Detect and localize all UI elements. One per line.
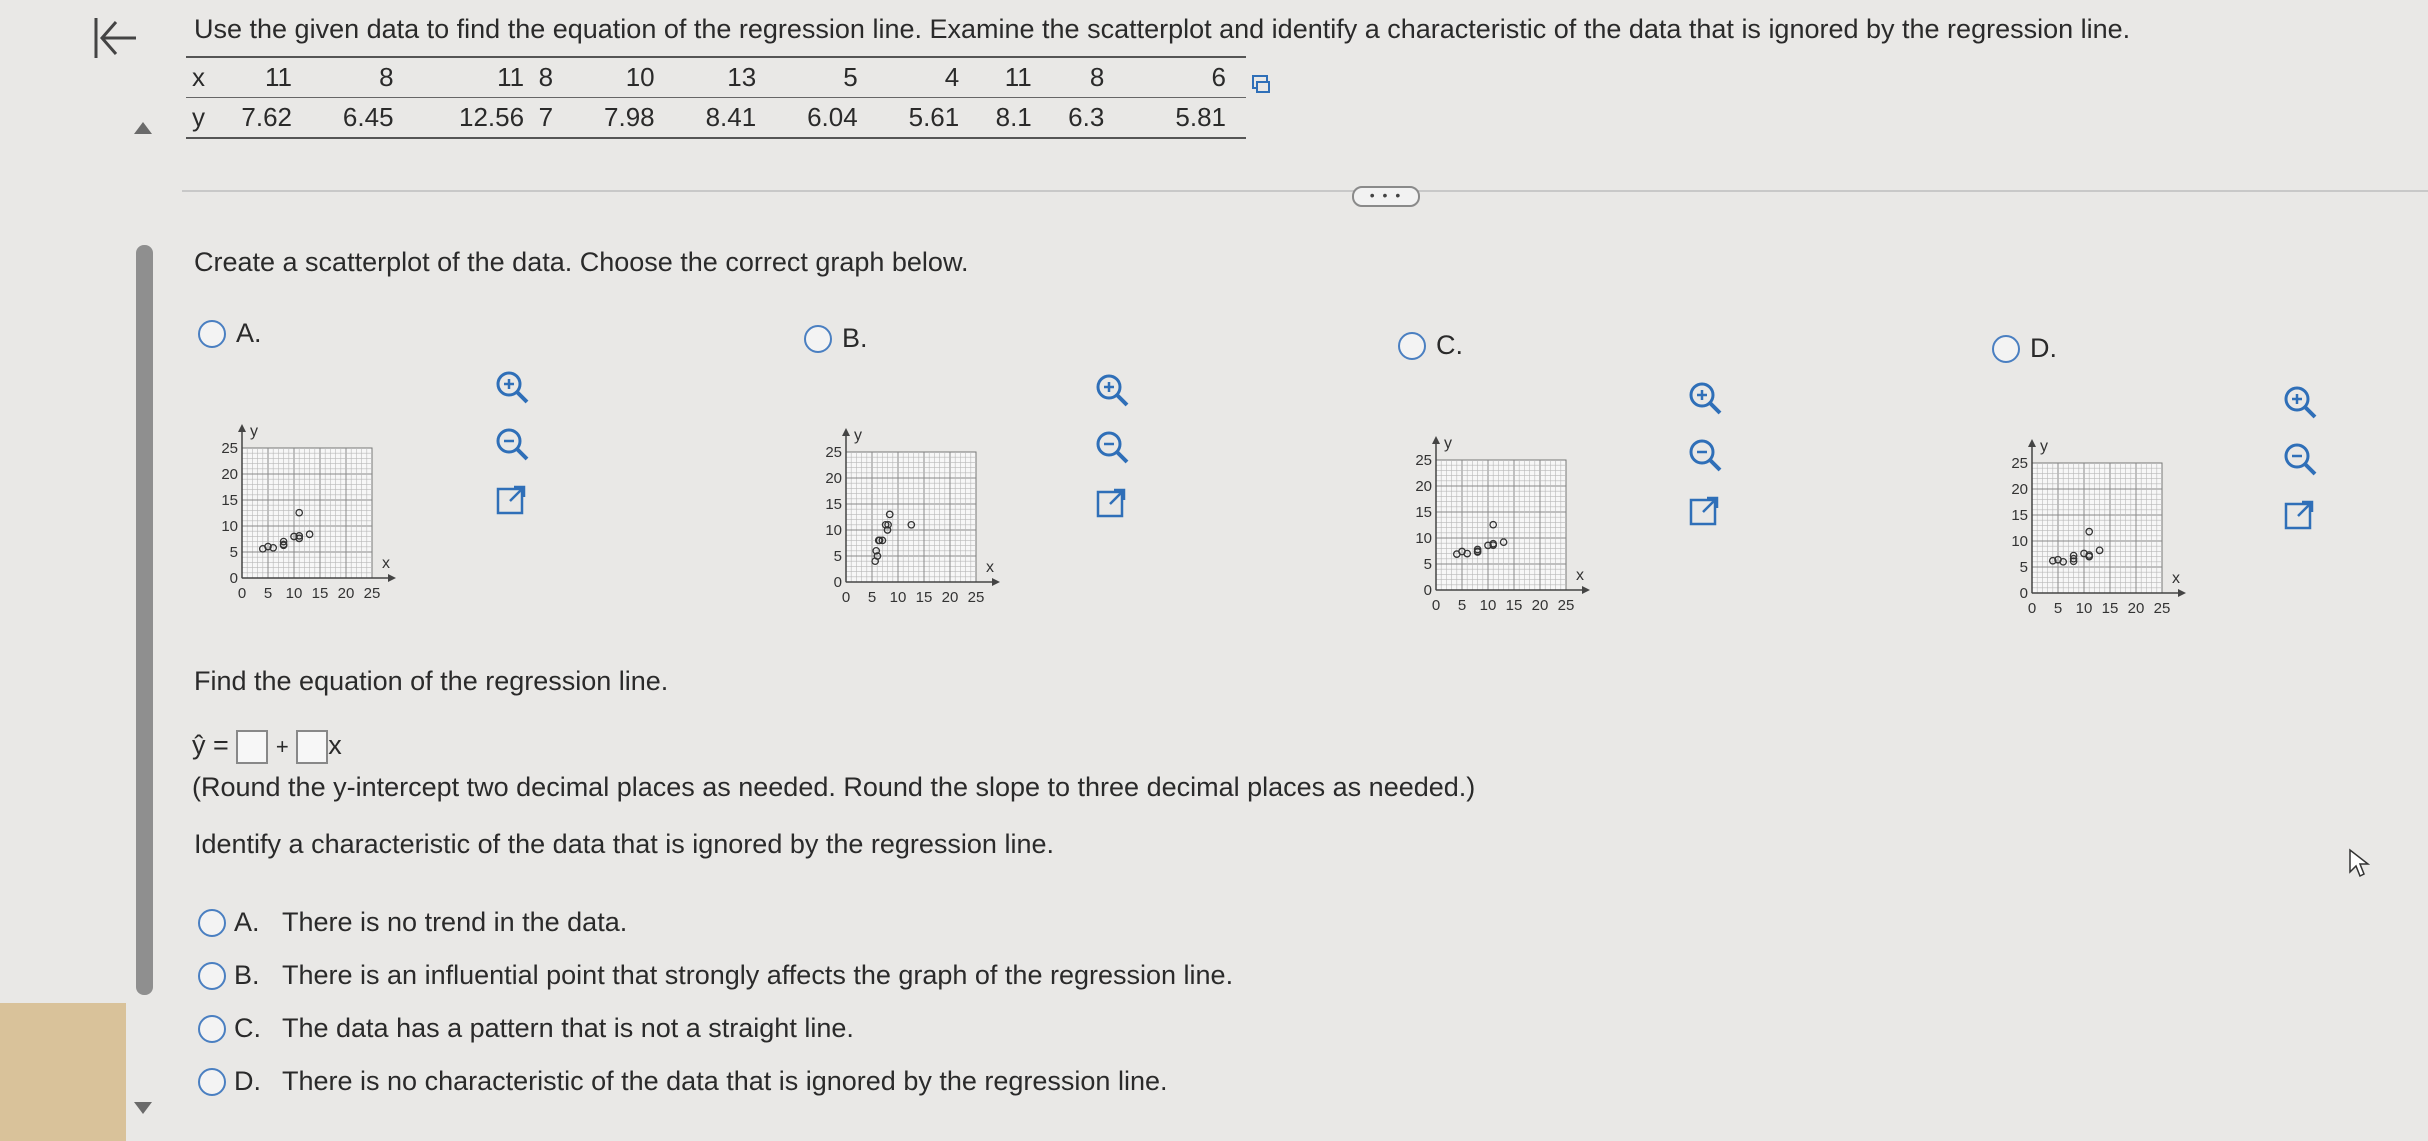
zoom-in-icon[interactable] xyxy=(1090,368,1134,412)
y-axis-arrow xyxy=(238,424,246,432)
plus-sign: + xyxy=(275,734,289,760)
answer-d-radio[interactable] xyxy=(198,1068,226,1096)
table-cell: 13 xyxy=(655,57,757,98)
y-tick-label: 5 xyxy=(2019,559,2028,576)
graph-option-a-radio[interactable] xyxy=(198,320,226,348)
x-axis-arrow xyxy=(1582,586,1590,594)
x-tick-label: 10 xyxy=(1479,597,1497,614)
table-cell: 5 xyxy=(756,57,858,98)
open-external-icon[interactable] xyxy=(2278,494,2322,538)
y-axis-label: y xyxy=(2040,438,2048,455)
x-axis-label: x xyxy=(986,559,994,576)
y-row xyxy=(186,98,1246,139)
y-tick-label: 25 xyxy=(2011,455,2028,472)
answer-a-radio[interactable] xyxy=(198,909,226,937)
x-tick-label: 10 xyxy=(889,589,907,606)
y-tick-label: 20 xyxy=(1415,478,1432,495)
y-tick-label: 20 xyxy=(2011,481,2028,498)
answer-b-text: There is an influential point that strongly affects the graph of the regression line. xyxy=(282,960,1234,990)
table-cell: 6 xyxy=(1104,57,1246,98)
table-cell: 5.61 xyxy=(858,98,960,139)
x-tick-label: 0 xyxy=(841,589,851,606)
table-cell: 6.45 xyxy=(292,98,394,139)
y-tick-label: 10 xyxy=(2011,533,2028,550)
x-tick-label: 10 xyxy=(285,585,303,602)
zoom-out-icon[interactable] xyxy=(2278,437,2322,481)
x-tick-label: 15 xyxy=(915,589,933,606)
table-cell: 8 xyxy=(1032,57,1105,98)
graph-option-b-label: B. xyxy=(842,323,868,353)
x-tick-label: 0 xyxy=(1431,597,1441,614)
y-tick-label: 10 xyxy=(221,518,238,535)
y-tick-label: 20 xyxy=(825,470,842,487)
y-tick-label: 25 xyxy=(1415,452,1432,469)
x-tick-label: 10 xyxy=(2075,600,2093,617)
section-divider xyxy=(182,190,2428,192)
zoom-out-icon[interactable] xyxy=(1683,433,1727,477)
x-axis-arrow xyxy=(388,574,396,582)
y-tick-label: 0 xyxy=(229,570,238,587)
y-tick-label: 15 xyxy=(221,492,238,509)
x-tick-label: 25 xyxy=(363,585,381,602)
graph-option-d-label: D. xyxy=(2030,333,2057,363)
highlight-region xyxy=(0,1003,126,1141)
x-tick-label: 20 xyxy=(1531,597,1549,614)
open-external-icon[interactable] xyxy=(1683,490,1727,534)
back-arrow-icon[interactable] xyxy=(88,12,140,64)
y-axis-label: y xyxy=(854,427,862,444)
zoom-in-icon[interactable] xyxy=(490,365,534,409)
zoom-out-icon[interactable] xyxy=(490,422,534,466)
table-cell: 10 xyxy=(553,57,655,98)
table-cell: 6.3 xyxy=(1032,98,1105,139)
y-tick-label: 0 xyxy=(1423,582,1432,599)
y-tick-label: 25 xyxy=(825,444,842,461)
y-row-label: y xyxy=(186,98,232,139)
scatterplot-b xyxy=(814,364,1234,664)
x-tick-label: 25 xyxy=(967,589,985,606)
x-tick-label: 0 xyxy=(237,585,247,602)
rounding-note: (Round the y-intercept two decimal places as needed. Round the slope to three decimal places as needed.) xyxy=(192,772,1476,802)
table-cell: 8 xyxy=(524,57,553,98)
answer-d-text: There is no characteristic of the data that is ignored by the regression line. xyxy=(282,1066,1168,1096)
answer-d-letter: D. xyxy=(234,1066,261,1096)
slope-input[interactable] xyxy=(296,730,328,764)
table-cell: 4 xyxy=(858,57,960,98)
y-tick-label: 0 xyxy=(833,574,842,591)
x-row-label: x xyxy=(186,57,232,98)
answer-c-letter: C. xyxy=(234,1013,261,1043)
x-row xyxy=(186,57,1246,98)
y-tick-label: 15 xyxy=(825,496,842,513)
table-cell: 11 xyxy=(959,57,1032,98)
x-tick-label: 5 xyxy=(2053,600,2063,617)
graph-option-d-radio[interactable] xyxy=(1992,335,2020,363)
x-tick-label: 20 xyxy=(941,589,959,606)
open-external-icon[interactable] xyxy=(490,479,534,523)
table-cell: 8 xyxy=(292,57,394,98)
graph-option-c-radio[interactable] xyxy=(1398,332,1426,360)
table-cell: 7 xyxy=(524,98,553,139)
x-tick-label: 20 xyxy=(337,585,355,602)
regression-equation xyxy=(192,730,342,764)
y-tick-label: 5 xyxy=(1423,556,1432,573)
x-tick-label: 5 xyxy=(263,585,273,602)
y-tick-label: 15 xyxy=(1415,504,1432,521)
x-axis-label: x xyxy=(2172,570,2180,587)
plot-area xyxy=(846,452,976,582)
y-tick-label: 20 xyxy=(221,466,238,483)
x-axis-label: x xyxy=(382,555,390,572)
characteristic-prompt: Identify a characteristic of the data that is ignored by the regression line. xyxy=(194,829,1054,859)
zoom-in-icon[interactable] xyxy=(1683,376,1727,420)
table-cell: 8.41 xyxy=(655,98,757,139)
mouse-cursor-icon xyxy=(2348,848,2370,878)
y-axis-arrow xyxy=(1432,436,1440,444)
table-cell: 11 xyxy=(394,57,525,98)
scatterplot-d xyxy=(2000,375,2420,675)
y-axis-arrow xyxy=(842,428,850,436)
answer-a-text: There is no trend in the data. xyxy=(282,907,628,937)
table-cell: 5.81 xyxy=(1104,98,1246,139)
graph-option-b-radio[interactable] xyxy=(804,325,832,353)
data-table xyxy=(186,56,1246,139)
zoom-out-icon[interactable] xyxy=(1090,425,1134,469)
x-tick-label: 25 xyxy=(2153,600,2171,617)
x-tick-label: 5 xyxy=(867,589,877,606)
intercept-input[interactable] xyxy=(236,730,268,764)
scatterplot-c xyxy=(1404,372,1824,672)
plot-area xyxy=(2032,463,2162,593)
graph-option-c-label: C. xyxy=(1436,330,1463,360)
x-tick-label: 5 xyxy=(1457,597,1467,614)
y-tick-label: 0 xyxy=(2019,585,2028,602)
y-tick-label: 10 xyxy=(1415,530,1432,547)
y-tick-label: 25 xyxy=(221,440,238,457)
x-tick-label: 20 xyxy=(2127,600,2145,617)
plot-area xyxy=(242,448,372,578)
x-axis-arrow xyxy=(2178,589,2186,597)
x-axis-label: x xyxy=(1576,567,1584,584)
scroll-up-icon[interactable] xyxy=(134,122,152,134)
table-cell: 11 xyxy=(232,57,292,98)
copy-data-icon[interactable] xyxy=(1250,74,1272,96)
answer-b-letter: B. xyxy=(234,960,260,990)
y-tick-label: 15 xyxy=(2011,507,2028,524)
table-cell: 12.56 xyxy=(394,98,525,139)
regression-prompt: Find the equation of the regression line. xyxy=(194,666,669,696)
scatterplot-a xyxy=(210,360,630,660)
table-cell: 7.62 xyxy=(232,98,292,139)
plot-area xyxy=(1436,460,1566,590)
x-tick-label: 15 xyxy=(2101,600,2119,617)
table-cell: 7.98 xyxy=(553,98,655,139)
x-tick-label: 15 xyxy=(1505,597,1523,614)
x-variable: x xyxy=(328,730,342,761)
x-axis-arrow xyxy=(992,578,1000,586)
y-axis-label: y xyxy=(250,423,258,440)
answer-c-text: The data has a pattern that is not a straight line. xyxy=(282,1013,854,1043)
table-cell: 6.04 xyxy=(756,98,858,139)
zoom-in-icon[interactable] xyxy=(2278,380,2322,424)
x-tick-label: 15 xyxy=(311,585,329,602)
x-tick-label: 0 xyxy=(2027,600,2037,617)
question-text: Use the given data to find the equation of the regression line. Examine the scatterplot and identify a characteristic of the data that is ignored by the regression line. xyxy=(194,14,2131,44)
table-cell: 8.1 xyxy=(959,98,1032,139)
open-external-icon[interactable] xyxy=(1090,482,1134,526)
x-tick-label: 25 xyxy=(1557,597,1575,614)
y-tick-label: 5 xyxy=(229,544,238,561)
y-axis-label: y xyxy=(1444,435,1452,452)
answer-a-letter: A. xyxy=(234,907,260,937)
y-hat-label: ŷ = xyxy=(192,730,229,761)
graph-option-a-label: A. xyxy=(236,318,262,348)
scroll-down-icon[interactable] xyxy=(134,1102,152,1114)
answer-b-radio[interactable] xyxy=(198,962,226,990)
expand-more-button[interactable]: • • • xyxy=(1352,186,1420,207)
scrollbar[interactable] xyxy=(136,245,153,995)
answer-c-radio[interactable] xyxy=(198,1015,226,1043)
y-tick-label: 5 xyxy=(833,548,842,565)
y-axis-arrow xyxy=(2028,439,2036,447)
scatterplot-prompt: Create a scatterplot of the data. Choose the correct graph below. xyxy=(194,247,969,277)
y-tick-label: 10 xyxy=(825,522,842,539)
